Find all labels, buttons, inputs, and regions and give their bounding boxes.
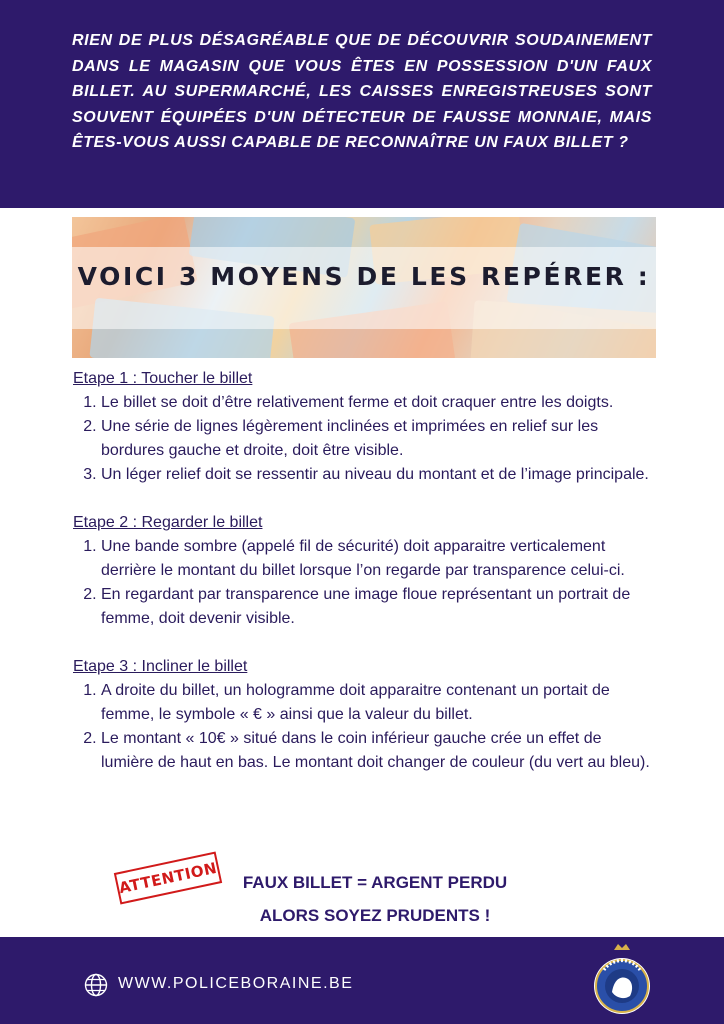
warning-line-2: ALORS SOYEZ PRUDENTS !: [259, 906, 491, 925]
list-item: 2. En regardant par transparence une image floue représentant un portrait de femme, doit devenir visible.: [101, 583, 653, 631]
list-item: 1. Une bande sombre (appelé fil de sécurité) doit apparaitre verticalement derrière le montant du billet lorsque l’on regarde par transparence celui-ci.: [101, 535, 653, 583]
warning-line-1: FAUX BILLET = ARGENT PERDU: [242, 873, 508, 892]
step-list: [73, 391, 653, 487]
warning-message: [220, 866, 530, 932]
steps-content: [73, 367, 653, 799]
step-title: Etape 3 : Incliner le billet: [73, 658, 248, 675]
step-2: [73, 511, 653, 631]
police-boraine-badge-icon: [590, 940, 654, 1020]
list-item: 2. Une série de lignes légèrement inclinées et imprimées en relief sur les bordures gauche et droite, doit être visible.: [101, 415, 653, 463]
step-title: Etape 2 : Regarder le billet: [73, 514, 263, 531]
step-list: [73, 535, 653, 631]
list-item: 2. Le montant « 10€ » situé dans le coin inférieur gauche crée un effet de lumière de haut en bas. Le montant doit changer de couleur (du vert au bleu).: [101, 727, 653, 775]
intro-header: [0, 0, 724, 208]
list-item: 3. Un léger relief doit se ressentir au niveau du montant et de l’image principale.: [101, 463, 653, 487]
banner-title: VOICI 3 MOYENS DE LES REPÉRER :: [77, 262, 651, 291]
step-1: [73, 367, 653, 487]
list-item: 1. Le billet se doit d’être relativement ferme et doit craquer entre les doigts.: [101, 391, 653, 415]
step-3: [73, 655, 653, 775]
step-list: [73, 679, 653, 775]
website-link[interactable]: WWW.POLICEBORAINE.BE: [118, 975, 354, 992]
banknote-banner: [72, 217, 656, 358]
attention-stamp: ATTENTION: [114, 852, 222, 905]
globe-icon: [84, 973, 108, 997]
list-item: 1. A droite du billet, un hologramme doit apparaitre contenant un portait de femme, le symbole « € » ainsi que la valeur du billet.: [101, 679, 653, 727]
intro-text: RIEN DE PLUS DÉSAGRÉABLE QUE DE DÉCOUVRIR SOUDAINEMENT DANS LE MAGASIN QUE VOUS ÊTES EN POSSESSION D'UN FAUX BILLET. AU SUPERMARCHÉ, LES CAISSES ENREGISTREUSES SONT SOUVENT ÉQUIPÉES D'UN DÉTECTEUR DE FAUSSE MONNAIE, MAIS ÊTES-VOUS AUSSI CAPABLE DE RECONNAÎTRE UN FAUX BILLET ?: [72, 32, 652, 151]
step-title: Etape 1 : Toucher le billet: [73, 370, 253, 387]
footer: [0, 937, 724, 1024]
